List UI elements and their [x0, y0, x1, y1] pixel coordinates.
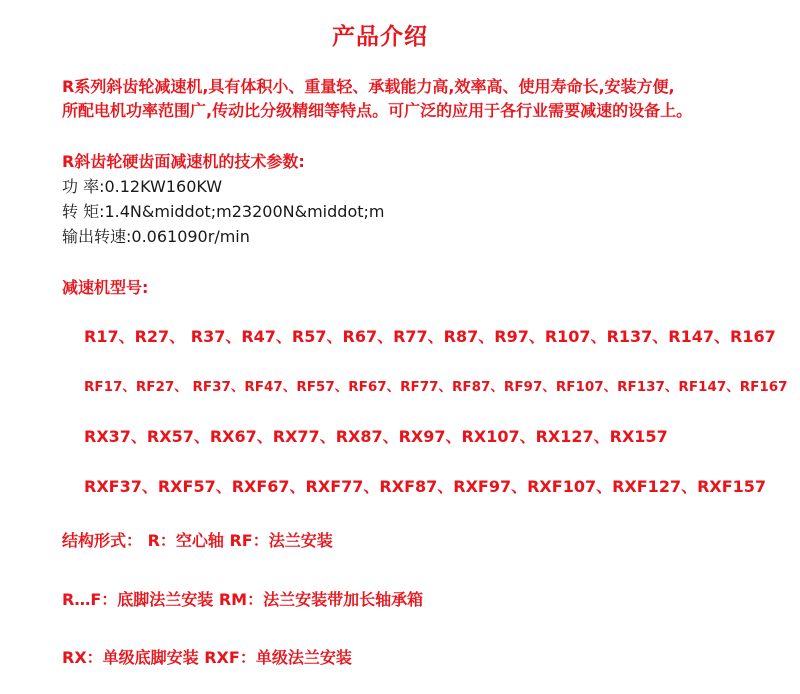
structure-line-1: 结构形式： R：空心轴 RF：法兰安装 — [62, 531, 333, 550]
spec-torque: 转 矩:1.4N&middot;m23200N&middot;m — [62, 202, 385, 221]
page-title: 产品介绍 — [332, 24, 428, 50]
spec-power: 功 率:0.12KW160KW — [62, 177, 223, 196]
models-rxf-series: RXF37、RXF57、RXF67、RXF77、RXF87、RXF97、RXF107、RXF127、RXF157 — [84, 477, 767, 496]
models-heading: 减速机型号: — [62, 278, 149, 297]
specs-heading: R斜齿轮硬齿面减速机的技术参数: — [62, 152, 305, 171]
models-rx-series: RX37、RX57、RX67、RX77、RX87、RX97、RX107、RX127、RX157 — [84, 427, 668, 446]
intro-line-2: 所配电机功率范围广,传动比分级精细等特点。可广泛的应用于各行业需要减速的设备上。 — [62, 101, 693, 120]
structure-line-3: RX：单级底脚安装 RXF：单级法兰安装 — [62, 648, 352, 667]
models-rf-series: RF17、RF27、 RF37、RF47、RF57、RF67、RF77、RF87、RF97、RF107、RF137、RF147、RF167 — [84, 379, 788, 395]
structure-line-2: R…F：底脚法兰安装 RM：法兰安装带加长轴承箱 — [62, 590, 424, 609]
models-r-series: R17、R27、 R37、R47、R57、R67、R77、R87、R97、R107、R137、R147、R167 — [84, 327, 776, 346]
spec-speed: 输出转速:0.061090r/min — [62, 227, 250, 246]
intro-line-1: R系列斜齿轮减速机,具有体积小、重量轻、承载能力高,效率高、使用寿命长,安装方便, — [62, 77, 675, 96]
